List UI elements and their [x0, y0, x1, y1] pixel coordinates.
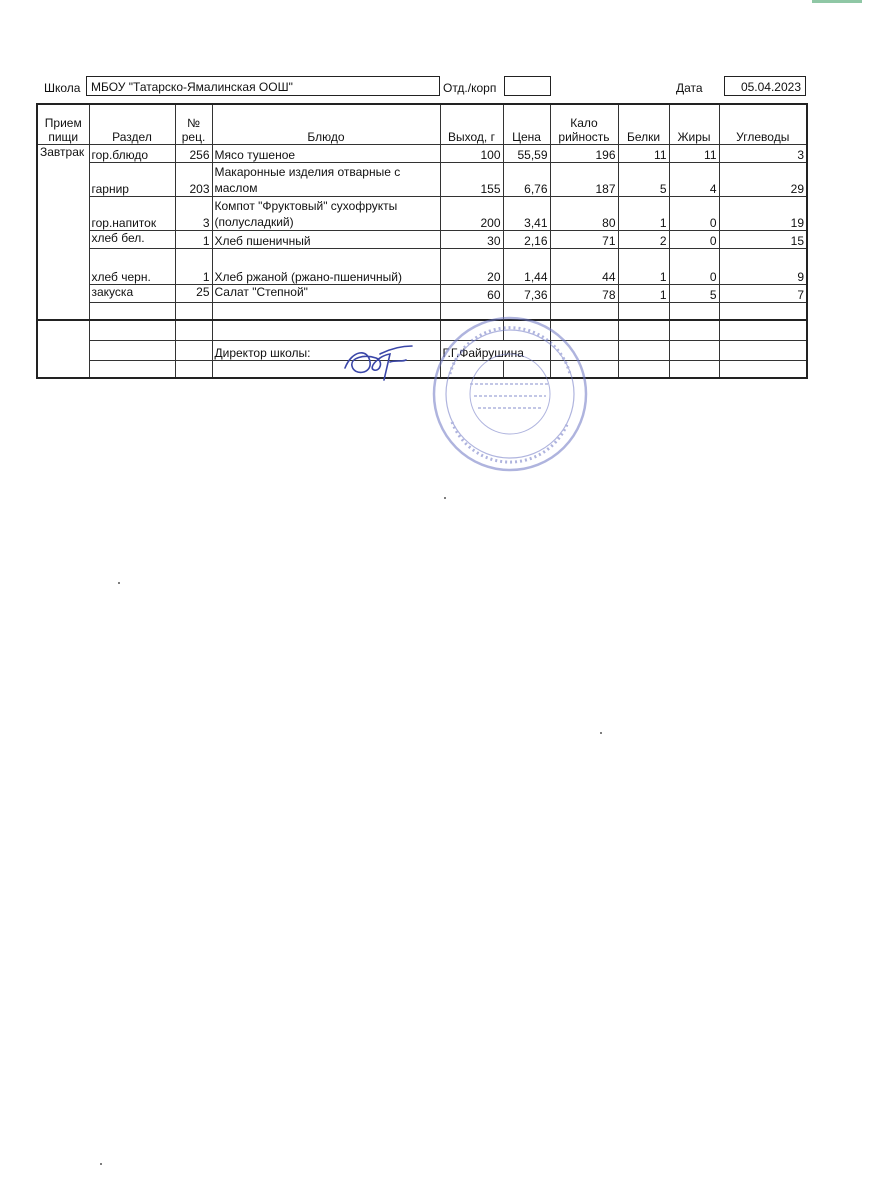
empty-row	[37, 360, 807, 378]
price-cell: 6,76	[503, 162, 550, 196]
fat-cell: 5	[669, 284, 719, 302]
carbs-cell: 3	[719, 144, 807, 162]
calories-cell: 80	[550, 196, 618, 230]
recipe-cell: 256	[175, 144, 212, 162]
calories-cell: 44	[550, 248, 618, 284]
table-row	[37, 284, 807, 302]
table-row	[37, 196, 807, 230]
fat-cell: 0	[669, 230, 719, 248]
calories-cell: 71	[550, 230, 618, 248]
price-cell: 7,36	[503, 284, 550, 302]
col-fat: Жиры	[669, 104, 719, 144]
dish-cell: Компот "Фруктовый" сухофрукты (полусладкий)	[212, 196, 440, 230]
output-cell: 155	[440, 162, 503, 196]
fat-cell: 4	[669, 162, 719, 196]
director-label: Директор школы:	[212, 340, 440, 360]
dish-cell: Макаронные изделия отварные с маслом	[212, 162, 440, 196]
col-protein: Белки	[618, 104, 669, 144]
dish-cell: Мясо тушеное	[212, 144, 440, 162]
empty-row	[37, 320, 807, 340]
protein-cell: 5	[618, 162, 669, 196]
department-label: Отд./корп	[443, 81, 497, 95]
carbs-cell: 29	[719, 162, 807, 196]
carbs-cell: 19	[719, 196, 807, 230]
recipe-cell: 3	[175, 196, 212, 230]
table-row	[37, 248, 807, 284]
output-cell: 100	[440, 144, 503, 162]
col-calories: Кало рийность	[550, 104, 618, 144]
scan-speck	[118, 582, 120, 584]
section-cell: хлеб черн.	[89, 248, 175, 284]
col-output: Выход, г	[440, 104, 503, 144]
table-header-row	[37, 104, 807, 144]
fat-cell: 0	[669, 196, 719, 230]
empty-row	[37, 302, 807, 320]
recipe-cell: 25	[175, 284, 212, 302]
corner-mark	[812, 0, 862, 3]
col-recipe: № рец.	[175, 104, 212, 144]
table-row	[37, 162, 807, 196]
carbs-cell: 15	[719, 230, 807, 248]
col-price: Цена	[503, 104, 550, 144]
carbs-cell: 9	[719, 248, 807, 284]
price-cell: 55,59	[503, 144, 550, 162]
col-meal: Прием пищи	[37, 104, 89, 144]
menu-table	[36, 103, 808, 379]
output-cell: 200	[440, 196, 503, 230]
calories-cell: 187	[550, 162, 618, 196]
section-cell: гарнир	[89, 162, 175, 196]
protein-cell: 2	[618, 230, 669, 248]
scan-speck	[444, 497, 446, 499]
school-label: Школа	[44, 81, 81, 95]
price-cell: 2,16	[503, 230, 550, 248]
protein-cell: 1	[618, 196, 669, 230]
dish-cell: Хлеб ржаной (ржано-пшеничный)	[212, 248, 440, 284]
protein-cell: 1	[618, 284, 669, 302]
director-row	[37, 340, 807, 360]
calories-cell: 196	[550, 144, 618, 162]
price-cell: 1,44	[503, 248, 550, 284]
scan-speck	[600, 732, 602, 734]
department-field[interactable]	[504, 76, 551, 96]
table-row	[37, 144, 807, 162]
section-cell: гор.напиток	[89, 196, 175, 230]
price-cell: 3,41	[503, 196, 550, 230]
recipe-cell: 1	[175, 230, 212, 248]
table-row	[37, 230, 807, 248]
section-cell: гор.блюдо	[89, 144, 175, 162]
recipe-cell: 203	[175, 162, 212, 196]
section-cell: закуска	[89, 284, 175, 302]
section-cell: хлеб бел.	[89, 230, 175, 248]
fat-cell: 11	[669, 144, 719, 162]
col-carbs: Углеводы	[719, 104, 807, 144]
col-dish: Блюдо	[212, 104, 440, 144]
scan-speck	[100, 1163, 102, 1165]
meal-cell: Завтрак	[37, 144, 89, 320]
dish-cell: Салат "Степной"	[212, 284, 440, 302]
output-cell: 60	[440, 284, 503, 302]
output-cell: 20	[440, 248, 503, 284]
protein-cell: 1	[618, 248, 669, 284]
director-name: Г.Г.Файрушина	[440, 340, 550, 360]
fat-cell: 0	[669, 248, 719, 284]
date-label: Дата	[676, 81, 703, 95]
school-field[interactable]: МБОУ "Татарско-Ямалинская ООШ"	[86, 76, 440, 96]
document-header	[0, 76, 872, 102]
carbs-cell: 7	[719, 284, 807, 302]
calories-cell: 78	[550, 284, 618, 302]
date-field[interactable]: 05.04.2023	[724, 76, 806, 96]
recipe-cell: 1	[175, 248, 212, 284]
output-cell: 30	[440, 230, 503, 248]
col-section: Раздел	[89, 104, 175, 144]
protein-cell: 11	[618, 144, 669, 162]
dish-cell: Хлеб пшеничный	[212, 230, 440, 248]
